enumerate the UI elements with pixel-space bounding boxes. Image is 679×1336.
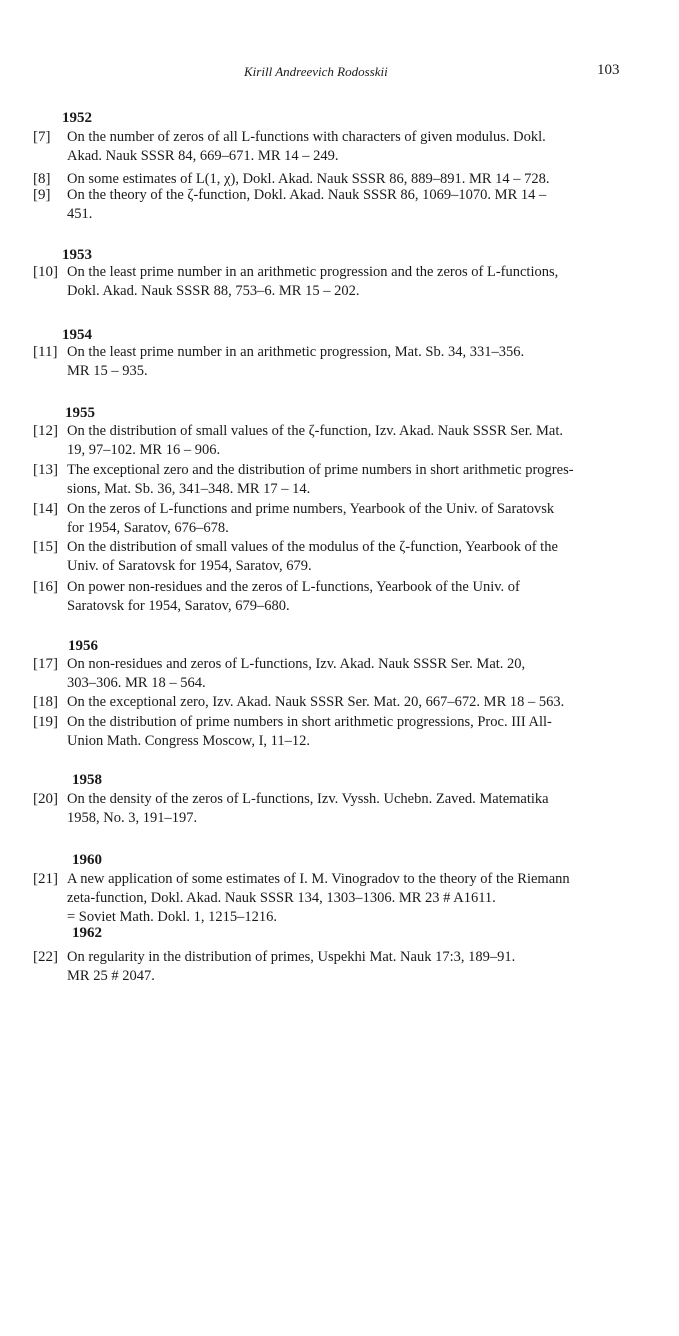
reference-number: [19]	[33, 714, 58, 730]
reference-line: On some estimates of L(1, χ), Dokl. Akad. Nauk SSSR 86, 889–891. MR 14 – 728.	[67, 171, 550, 187]
reference-text	[67, 655, 633, 693]
reference-line: Saratovsk for 1954, Saratov, 679–680.	[67, 598, 290, 614]
reference-line: = Soviet Math. Dokl. 1, 1215–1216.	[67, 909, 277, 925]
reference-line: A new application of some estimates of I. M. Vinogradov to the theory of the Riemann	[67, 871, 570, 887]
reference-entry	[33, 422, 633, 460]
reference-line: On non-residues and zeros of L-functions, Izv. Akad. Nauk SSSR Ser. Mat. 20,	[67, 656, 526, 672]
reference-entry	[33, 263, 633, 301]
reference-line: for 1954, Saratov, 676–678.	[67, 520, 229, 536]
reference-line: 303–306. MR 18 – 564.	[67, 675, 206, 691]
page-number: 103	[597, 62, 620, 78]
reference-number: [12]	[33, 423, 58, 439]
reference-text	[67, 713, 633, 751]
reference-text	[67, 693, 633, 712]
reference-line: zeta-function, Dokl. Akad. Nauk SSSR 134, 1303–1306. MR 23 # A1611.	[67, 890, 496, 906]
reference-entry	[33, 128, 633, 166]
reference-text	[67, 790, 633, 828]
reference-entry	[33, 343, 633, 381]
reference-line: On the zeros of L-functions and prime numbers, Yearbook of the Univ. of Saratovsk	[67, 501, 555, 517]
reference-line: Dokl. Akad. Nauk SSSR 88, 753–6. MR 15 – 202.	[67, 283, 360, 299]
year-heading: 1956	[68, 638, 98, 654]
running-title: Kirill Andreevich Rodosskii	[244, 64, 388, 79]
reference-number: [20]	[33, 791, 58, 807]
reference-text	[67, 538, 633, 576]
reference-line: 19, 97–102. MR 16 – 906.	[67, 442, 221, 458]
reference-line: On the distribution of small values of the ζ-function, Izv. Akad. Nauk SSSR Ser. Mat.	[67, 423, 563, 439]
reference-number: [9]	[33, 187, 51, 203]
reference-line: On the distribution of prime numbers in short arithmetic progressions, Proc. III All-	[67, 714, 552, 730]
reference-entry	[33, 538, 633, 576]
reference-number: [21]	[33, 871, 58, 887]
reference-number: [7]	[33, 129, 51, 145]
reference-line: On the exceptional zero, Izv. Akad. Nauk SSSR Ser. Mat. 20, 667–672. MR 18 – 563.	[67, 694, 565, 710]
reference-entry	[33, 578, 633, 616]
reference-number: [17]	[33, 656, 58, 672]
reference-number: [13]	[33, 462, 58, 478]
year-heading: 1958	[72, 772, 102, 788]
reference-line: On the density of the zeros of L-functions, Izv. Vyssh. Uchebn. Zaved. Matematika	[67, 791, 549, 807]
reference-number: [22]	[33, 949, 58, 965]
year-heading: 1954	[62, 327, 92, 343]
reference-text	[67, 578, 633, 616]
reference-line: On regularity in the distribution of primes, Uspekhi Mat. Nauk 17:3, 189–91.	[67, 949, 516, 965]
reference-line: On power non-residues and the zeros of L-functions, Yearbook of the Univ. of	[67, 579, 520, 595]
year-heading: 1962	[72, 925, 102, 941]
reference-text	[67, 948, 633, 986]
reference-line: Akad. Nauk SSSR 84, 669–671. MR 14 – 249.	[67, 148, 339, 164]
reference-line: Univ. of Saratovsk for 1954, Saratov, 679.	[67, 558, 312, 574]
reference-entry	[33, 461, 633, 499]
reference-entry	[33, 693, 633, 712]
reference-line: The exceptional zero and the distribution of prime numbers in short arithmetic progres-	[67, 462, 574, 478]
reference-entry	[33, 655, 633, 693]
reference-line: sions, Mat. Sb. 36, 341–348. MR 17 – 14.	[67, 481, 311, 497]
reference-line: MR 25 # 2047.	[67, 968, 155, 984]
reference-number: [14]	[33, 501, 58, 517]
reference-entry	[33, 790, 633, 828]
reference-number: [15]	[33, 539, 58, 555]
reference-entry	[33, 500, 633, 538]
reference-number: [18]	[33, 694, 58, 710]
year-heading: 1952	[62, 110, 92, 126]
reference-line: On the least prime number in an arithmetic progression, Mat. Sb. 34, 331–356.	[67, 344, 525, 360]
reference-line: On the distribution of small values of the modulus of the ζ-function, Yearbook of the	[67, 539, 558, 555]
reference-text	[67, 500, 633, 538]
reference-text	[67, 343, 633, 381]
reference-text	[67, 870, 633, 927]
reference-line: On the least prime number in an arithmetic progression and the zeros of L-functions,	[67, 264, 559, 280]
reference-line: Union Math. Congress Moscow, I, 11–12.	[67, 733, 310, 749]
reference-number: [11]	[33, 344, 58, 360]
reference-text	[67, 263, 633, 301]
reference-number: [8]	[33, 171, 51, 187]
running-head	[0, 64, 679, 84]
reference-entry	[33, 948, 633, 986]
reference-line: On the number of zeros of all L-functions with characters of given modulus. Dokl.	[67, 129, 546, 145]
reference-entry	[33, 870, 633, 927]
reference-text	[67, 128, 633, 166]
reference-line: MR 15 – 935.	[67, 363, 148, 379]
reference-number: [10]	[33, 264, 58, 280]
reference-line: On the theory of the ζ-function, Dokl. Akad. Nauk SSSR 86, 1069–1070. MR 14 –	[67, 187, 547, 203]
reference-text	[67, 461, 633, 499]
reference-line: 451.	[67, 206, 93, 222]
reference-line: 1958, No. 3, 191–197.	[67, 810, 198, 826]
reference-entry	[33, 713, 633, 751]
reference-text	[67, 422, 633, 460]
reference-number: [16]	[33, 579, 58, 595]
reference-entry	[33, 186, 633, 224]
year-heading: 1955	[65, 405, 95, 421]
reference-text	[67, 186, 633, 224]
year-heading: 1953	[62, 247, 92, 263]
year-heading: 1960	[72, 852, 102, 868]
